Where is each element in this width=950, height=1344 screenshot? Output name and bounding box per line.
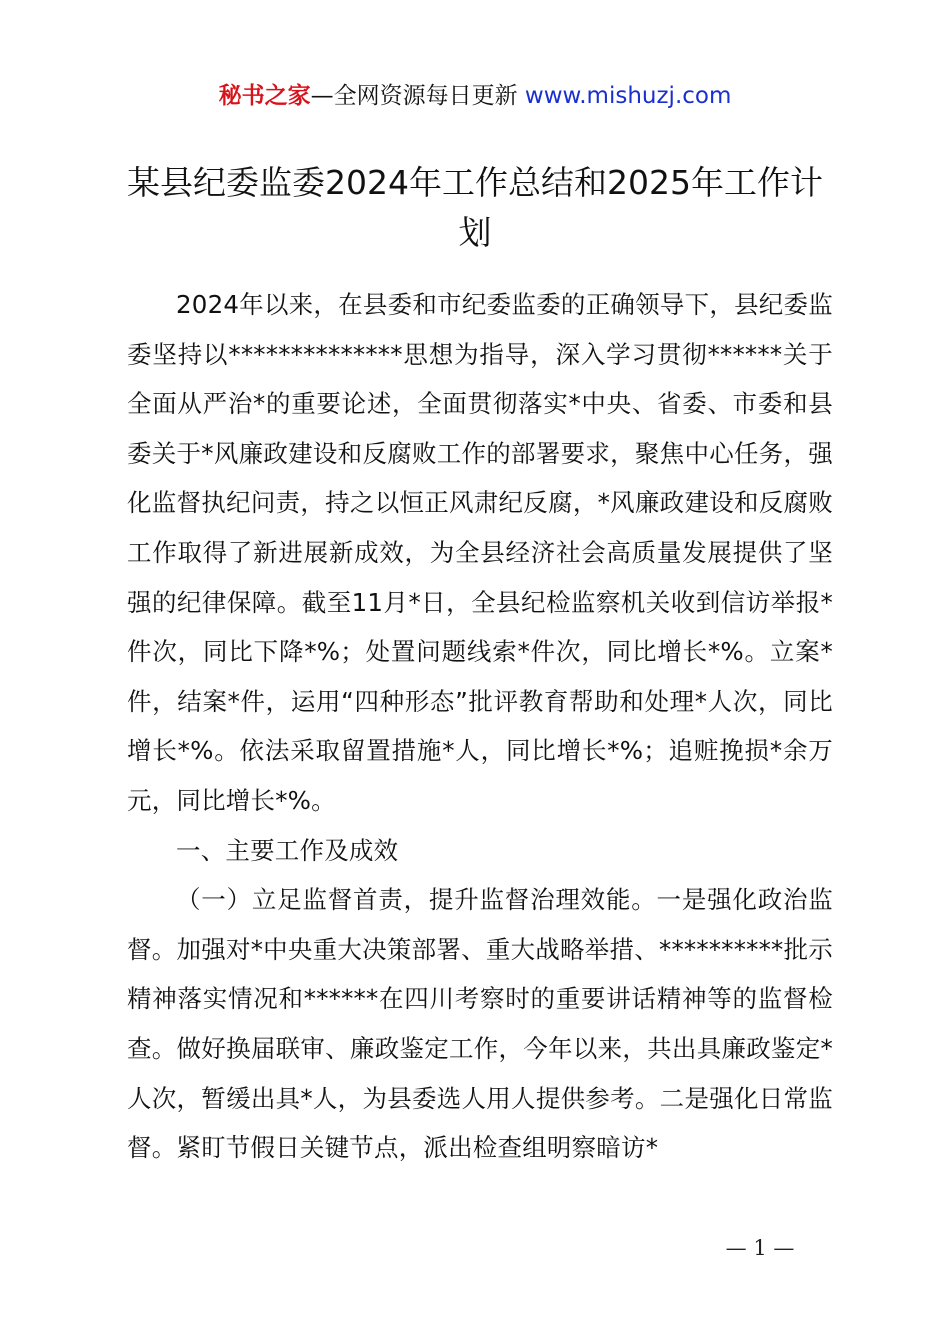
page-number: — 1 — — [725, 1236, 795, 1260]
header-tagline: —全网资源每日更新 — [310, 83, 525, 109]
section-heading: 一、主要工作及成效 — [176, 835, 399, 865]
body-paragraph: （一）立足监督首责，提升监督治理效能。一是强化政治监督。加强对*中央重大决策部署、重大战略举措、**********批示精神落实情况和******在四川考察时的重要讲话精神等的监督检查。做好换届联审、廉政鉴定工作，今年以来，共出具廉政鉴定*人次，暂缓出具*人，为县委选人用人提供参考。二是强化日常监督。紧盯节假日关键节点，派出检查组明察暗访* — [127, 885, 833, 1163]
site-url-link[interactable]: www.mishuzj.com — [524, 83, 732, 109]
intro-paragraph: 2024年以来，在县委和市纪委监委的正确领导下，县纪委监委坚持以**************思想为指导，深入学习贯彻******关于全面从严治*的重要论述，全面贯彻落实*中央、省委、市委和县委关于*风廉政建设和反腐败工作的部署要求，聚焦中心任务，强化监督执纪问责，持之以恒正风肃纪反腐，*风廉政建设和反腐败工作取得了新进展新成效，为全县经济社会高质量发展提供了坚强的纪律保障。截至11月*日，全县纪检监察机关收到信访举报*件次，同比下降*%；处置问题线索*件次，同比增长*%。立案*件，结案*件，运用“四种形态”批评教育帮助和处理*人次，同比增长*%。依法采取留置措施*人，同比增长*%；追赃挽损*余万元，同比增长*%。 — [127, 290, 833, 815]
document-body — [127, 280, 833, 1173]
brand-name: 秘书之家 — [218, 83, 311, 109]
document-title: 某县纪委监委2024年工作总结和2025年工作计划 — [127, 163, 823, 252]
site-header — [0, 80, 950, 112]
